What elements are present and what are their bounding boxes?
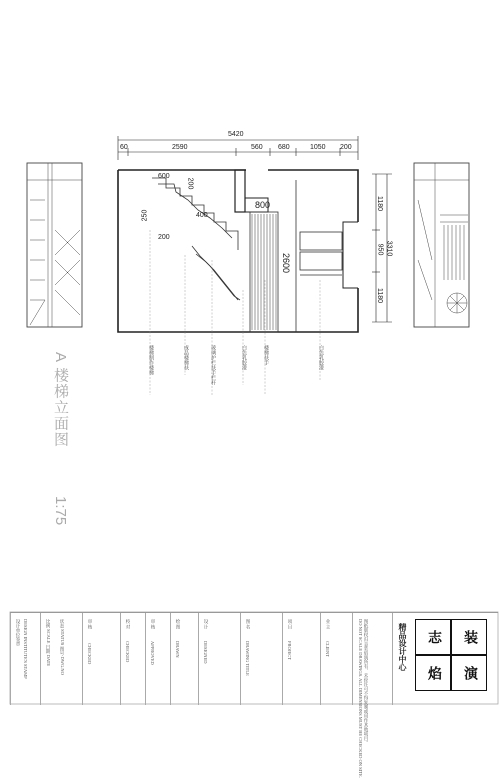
tb-drawing-title-cell xyxy=(240,613,283,705)
tb-client-en: CLIENT xyxy=(325,641,330,657)
tb-checked-cell xyxy=(82,613,121,705)
tb-note: 图纸版权归志装焰演所有，未经许可不得复制或用作其他项目。 DO NOT SCALE DRAWINGS. ALL DIMENSIONS MUST BE CHECKED ON SITE. xyxy=(358,619,369,778)
side-dim-2: 950 xyxy=(376,243,384,256)
tb-approved-cell xyxy=(145,613,171,705)
stair-dim-1: 600 xyxy=(158,173,170,180)
stair-dim-4: 400 xyxy=(196,212,208,219)
logo-char-4: 演 xyxy=(451,655,487,691)
side-total-dimension: 3310 xyxy=(385,240,393,257)
tb-drawn-cn: 绘 图 xyxy=(176,619,181,630)
overall-dimension: 5420 xyxy=(228,131,244,138)
tb-logo-cell xyxy=(392,613,499,705)
drawing-title: A 楼梯立面图 xyxy=(52,352,69,448)
top-dim-4: 680 xyxy=(278,144,290,151)
tb-checked-cn: 审 核 xyxy=(88,619,93,630)
tb-stamp-cn: 设计单位签章 xyxy=(16,619,21,646)
tb-project-en: PROJECT xyxy=(287,641,292,661)
elevation-outline xyxy=(118,170,358,332)
tb-drawing-title-en: DRAWING TITLE xyxy=(245,641,250,676)
callout-3: 玻璃护栏扶手栏杆 xyxy=(210,345,215,385)
top-dim-6: 200 xyxy=(340,144,352,151)
top-dim-1: 60 xyxy=(120,144,128,151)
tb-designed-cell xyxy=(198,613,241,705)
left-section-view xyxy=(27,163,82,327)
height-dimension: 2600 xyxy=(281,252,292,274)
logo-char-2: 装 xyxy=(451,619,487,655)
logo-char-3: 焰 xyxy=(415,655,451,691)
balustrade-hatch xyxy=(250,212,278,332)
callout-2: 成品楼梯扶 xyxy=(183,345,188,370)
tb-client-cn: 业 主 xyxy=(326,619,331,630)
tb-scale-en: 状态 STATUS 图号 DWG.NO xyxy=(60,619,65,675)
tb-designed-en: DESIGNED xyxy=(203,641,208,664)
tb-dept: 精品设计中心 xyxy=(398,623,407,671)
top-dim-3: 560 xyxy=(251,144,263,151)
tb-drawn-en: DRAWN xyxy=(175,641,180,658)
stair-dim-3: 250 xyxy=(141,209,149,222)
leader-lines xyxy=(150,230,320,395)
callout-6: 白色乳胶漆 xyxy=(318,345,323,370)
side-dim-3: 1180 xyxy=(376,287,384,304)
tb-scale-cell xyxy=(40,613,83,705)
stair-dim-5: 200 xyxy=(158,234,170,241)
cabinet-panels xyxy=(296,180,342,332)
drawing-scale: 1:75 xyxy=(52,496,69,526)
opening-dimension: 800 xyxy=(255,200,271,210)
callout-4: 白色乳胶漆 xyxy=(241,345,246,370)
tb-scale-cn: 比例 SCALE 日期 DATE xyxy=(46,619,51,667)
top-dim-5: 1050 xyxy=(310,144,326,151)
callout-5: 楼梯扶手 xyxy=(263,345,268,365)
right-section-view xyxy=(414,163,469,327)
logo-char-1: 志 xyxy=(415,619,451,655)
tb-drawn-cell xyxy=(170,613,199,705)
tb-checked-en: CHECKED xyxy=(87,643,92,665)
tb-drawing-title-cn: 图 名 xyxy=(246,619,251,630)
tb-approved-en: APPROVED xyxy=(150,641,155,665)
tb-project-cell xyxy=(282,613,321,705)
tb-designed-cn: 设 计 xyxy=(204,619,209,630)
tb-checked2-cell xyxy=(120,613,146,705)
tb-approved-cn: 审 核 xyxy=(151,619,156,630)
tb-checked2-cn: 校 对 xyxy=(126,619,131,630)
top-dim-2: 2590 xyxy=(172,144,188,151)
tb-stamp-en: DESIGN INSTITUTE'S STAMP xyxy=(23,619,28,679)
title-block xyxy=(10,612,498,778)
stair-dim-2: 200 xyxy=(186,177,194,190)
tb-client-cell xyxy=(320,613,353,705)
tb-checked2-en: CHECKED xyxy=(125,641,130,663)
tb-project-cn: 项 目 xyxy=(288,619,293,630)
callout-1: 楼梯制作楼梯 xyxy=(148,345,153,375)
tb-stamp-cell xyxy=(10,613,41,705)
side-dim-1: 1180 xyxy=(376,195,384,212)
tb-note-cell xyxy=(352,613,393,778)
